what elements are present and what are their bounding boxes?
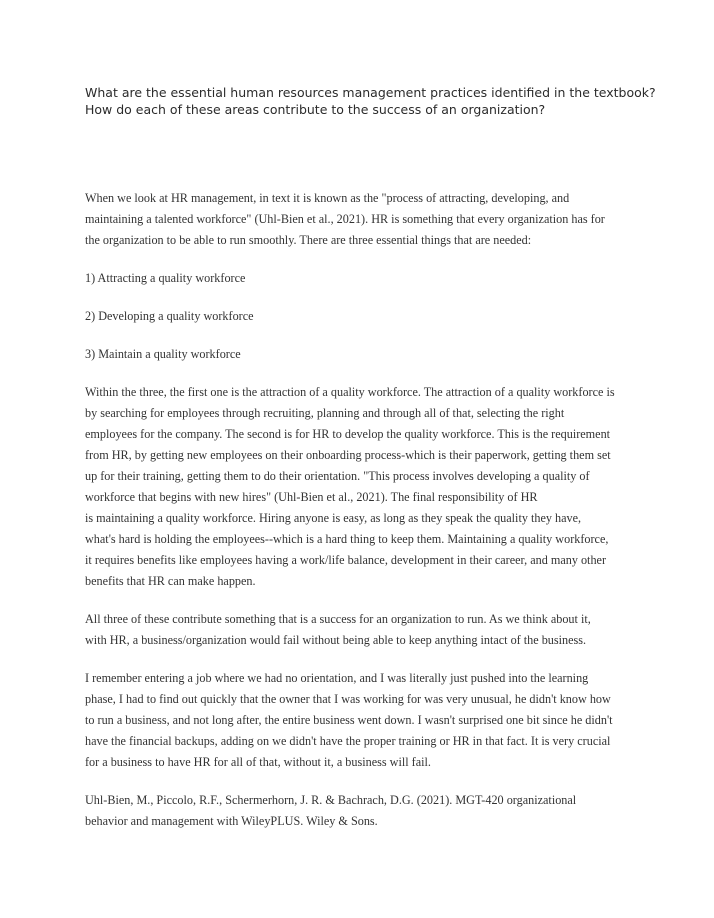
explanation-paragraph xyxy=(85,382,645,592)
paragraph-line: Within the three, the first one is the attraction of a quality workforce. The attraction of a quality workforce is xyxy=(85,385,615,399)
paragraph-line: When we look at HR management, in text it is known as the "process of attracting, developing, and xyxy=(85,191,570,205)
list-item xyxy=(85,268,645,289)
paragraph-line: benefits that HR can make happen. xyxy=(85,574,256,588)
paragraph-line: is maintaining a quality workforce. Hiring anyone is easy, as long as they speak the quality they have, xyxy=(85,511,582,525)
reference-line: Uhl-Bien, M., Piccolo, R.F., Schermerhorn, J. R. & Bachrach, D.G. (2021). MGT-420 organizational xyxy=(85,793,577,807)
list-item-text: 3) Maintain a quality workforce xyxy=(85,347,241,361)
paragraph-line: maintaining a talented workforce" (Uhl-Bien et al., 2021). HR is something that every organization has for xyxy=(85,212,605,226)
list-item-text: 1) Attracting a quality workforce xyxy=(85,271,246,285)
paragraph-line: employees for the company. The second is for HR to develop the quality workforce. This is the requirement xyxy=(85,427,611,441)
paragraph-line: workforce that begins with new hires" (Uhl-Bien et al., 2021). The final responsibility of HR xyxy=(85,490,538,504)
paragraph-line: from HR, by getting new employees on their onboarding process-which is their paperwork, getting them set xyxy=(85,448,611,462)
paragraph-line: with HR, a business/organization would fail without being able to keep anything intact of the business. xyxy=(85,633,587,647)
paragraph-line: phase, I had to find out quickly that the owner that I was working for was very unusual, he didn't know how xyxy=(85,692,611,706)
list-item xyxy=(85,344,645,365)
question-line: What are the essential human resources management practices identified in the textbook? xyxy=(85,85,656,100)
question-line: How do each of these areas contribute to the success of an organization? xyxy=(85,102,546,117)
paragraph-line: to run a business, and not long after, the entire business went down. I wasn't surprised one bit since he didn't xyxy=(85,713,613,727)
paragraph-line: All three of these contribute something that is a success for an organization to run. As we think about it, xyxy=(85,612,591,626)
answer-body xyxy=(85,188,645,849)
paragraph-line: what's hard is holding the employees--which is a hard thing to keep them. Maintaining a quality workforce, xyxy=(85,532,609,546)
paragraph-line: by searching for employees through recruiting, planning and through all of that, selecting the right xyxy=(85,406,565,420)
paragraph-line: up for their training, getting them to do their orientation. "This process involves developing a quality of xyxy=(85,469,590,483)
question-heading xyxy=(85,84,685,118)
paragraph-line: it requires benefits like employees having a work/life balance, development in their career, and many other xyxy=(85,553,607,567)
contribution-paragraph xyxy=(85,609,645,651)
paragraph-line: the organization to be able to run smoothly. There are three essential things that are needed: xyxy=(85,233,532,247)
reference-paragraph xyxy=(85,790,645,832)
paragraph-line: I remember entering a job where we had no orientation, and I was literally just pushed into the learning xyxy=(85,671,589,685)
reference-line: behavior and management with WileyPLUS. Wiley & Sons. xyxy=(85,814,378,828)
list-item-text: 2) Developing a quality workforce xyxy=(85,309,254,323)
experience-paragraph xyxy=(85,668,645,773)
paragraph-line: for a business to have HR for all of that, without it, a business will fail. xyxy=(85,755,431,769)
paragraph-line: have the financial backups, adding on we didn't have the proper training or HR in that fact. It is very crucial xyxy=(85,734,611,748)
list-item xyxy=(85,306,645,327)
intro-paragraph xyxy=(85,188,645,251)
